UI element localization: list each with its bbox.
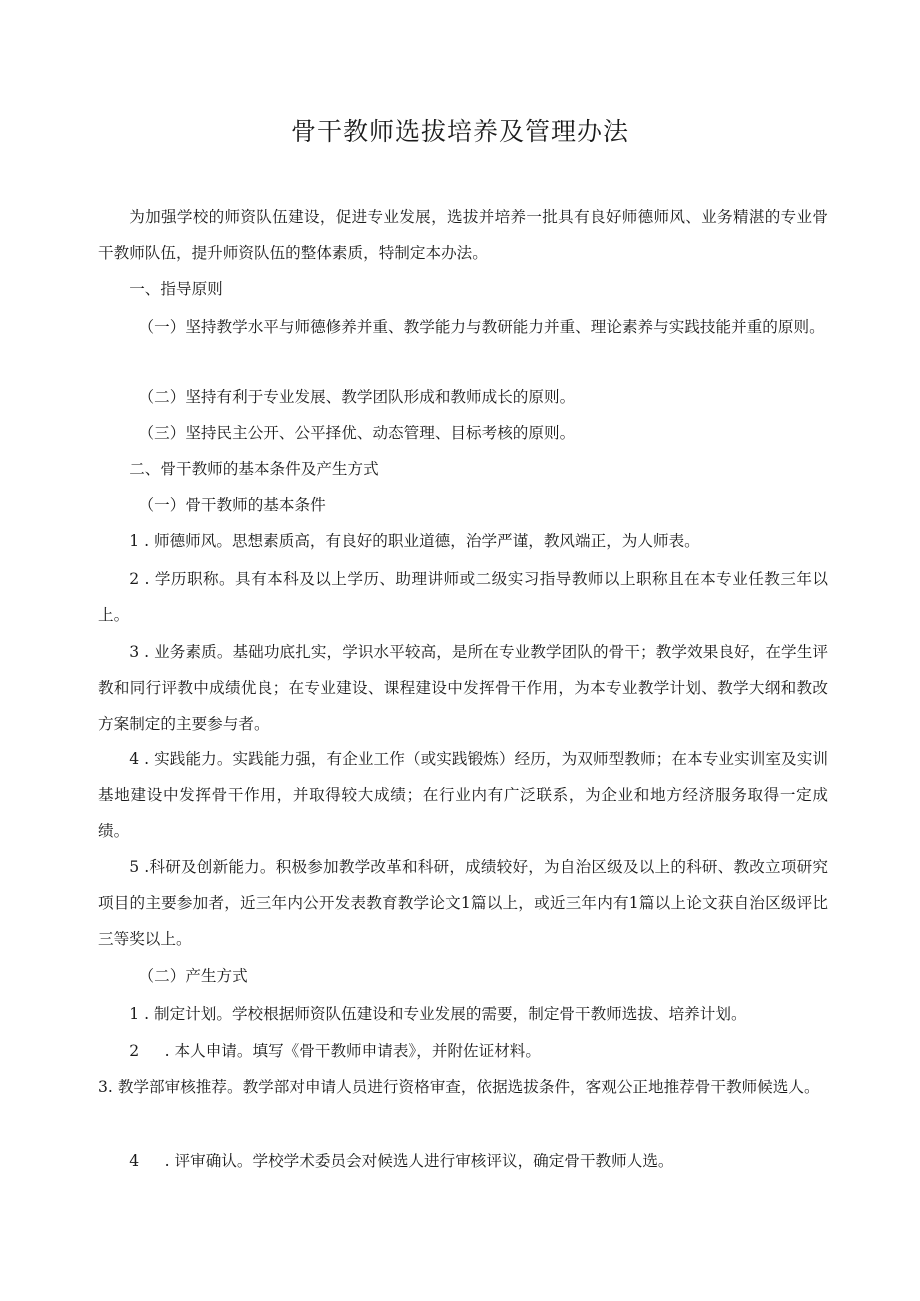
method-3: 3. 教学部审核推荐。教学部对申请人员进行资格审查，依据选拔条件，客观公正地推荐骨干教师候选人。 [98, 1078, 820, 1096]
method-1: 1 . 制定计划。学校根据师资队伍建设和专业发展的需要，制定骨干教师选拔、培养计划。 [129, 1005, 747, 1023]
subsection-production-method: （二）产生方式 [138, 967, 248, 985]
subsection-basic-conditions: （一）骨干教师的基本条件 [138, 496, 326, 514]
condition-1: 1 . 师德师风。思想素质高，有良好的职业道德，治学严谨，教风端正，为人师表。 [129, 532, 700, 550]
intro-paragraph: 为加强学校的师资队伍建设，促进专业发展，选拔并培养一批具有良好师德师风、业务精湛的专业骨干教师队伍，提升师资队伍的整体素质，特制定本办法。 [98, 208, 828, 262]
method-4: 4 . 评审确认。学校学术委员会对候选人进行审核评议，确定骨干教师人选。 [129, 1152, 674, 1170]
condition-3: 3 . 业务素质。基础功底扎实，学识水平较高，是所在专业教学团队的骨干；教学效果良好，在学生评教和同行评教中成绩优良；在专业建设、课程建设中发挥骨干作用，为本专业教学计划、教学大纲和教改方案制定的主要参与者。 [98, 643, 828, 733]
document-title: 骨干教师选拔培养及管理办法 [290, 117, 629, 146]
principle-1: （一）坚持教学水平与师德修养并重、教学能力与教研能力并重、理论素养与实践技能并重的原则。 [138, 318, 825, 336]
method-2: 2 . 本人申请。填写《骨干教师申请表》，并附佐证材料。 [129, 1042, 541, 1060]
principle-3: （三）坚持民主公开、公平择优、动态管理、目标考核的原则。 [138, 424, 576, 442]
condition-2: 2 . 学历职称。具有本科及以上学历、助理讲师或二级实习指导教师以上职称且在本专业任教三年以上。 [98, 570, 828, 624]
principle-2: （二）坚持有利于专业发展、教学团队形成和教师成长的原则。 [138, 388, 576, 406]
section-heading-2: 二、骨干教师的基本条件及产生方式 [129, 460, 379, 478]
condition-4: 4 . 实践能力。实践能力强，有企业工作（或实践锻炼）经历，为双师型教师；在本专业实训室及实训基地建设中发挥骨干作用，并取得较大成绩；在行业内有广泛联系，为企业和地方经济服务取得一定成绩。 [98, 750, 828, 840]
section-heading-1: 一、指导原则 [129, 280, 223, 298]
condition-5: 5 .科研及创新能力。积极参加教学改革和科研，成绩较好，为自治区级及以上的科研、教改立项研究项目的主要参加者，近三年内公开发表教育教学论文1篇以上，或近三年内有1篇以上论文获自治区级评比三等奖以上。 [98, 858, 828, 948]
